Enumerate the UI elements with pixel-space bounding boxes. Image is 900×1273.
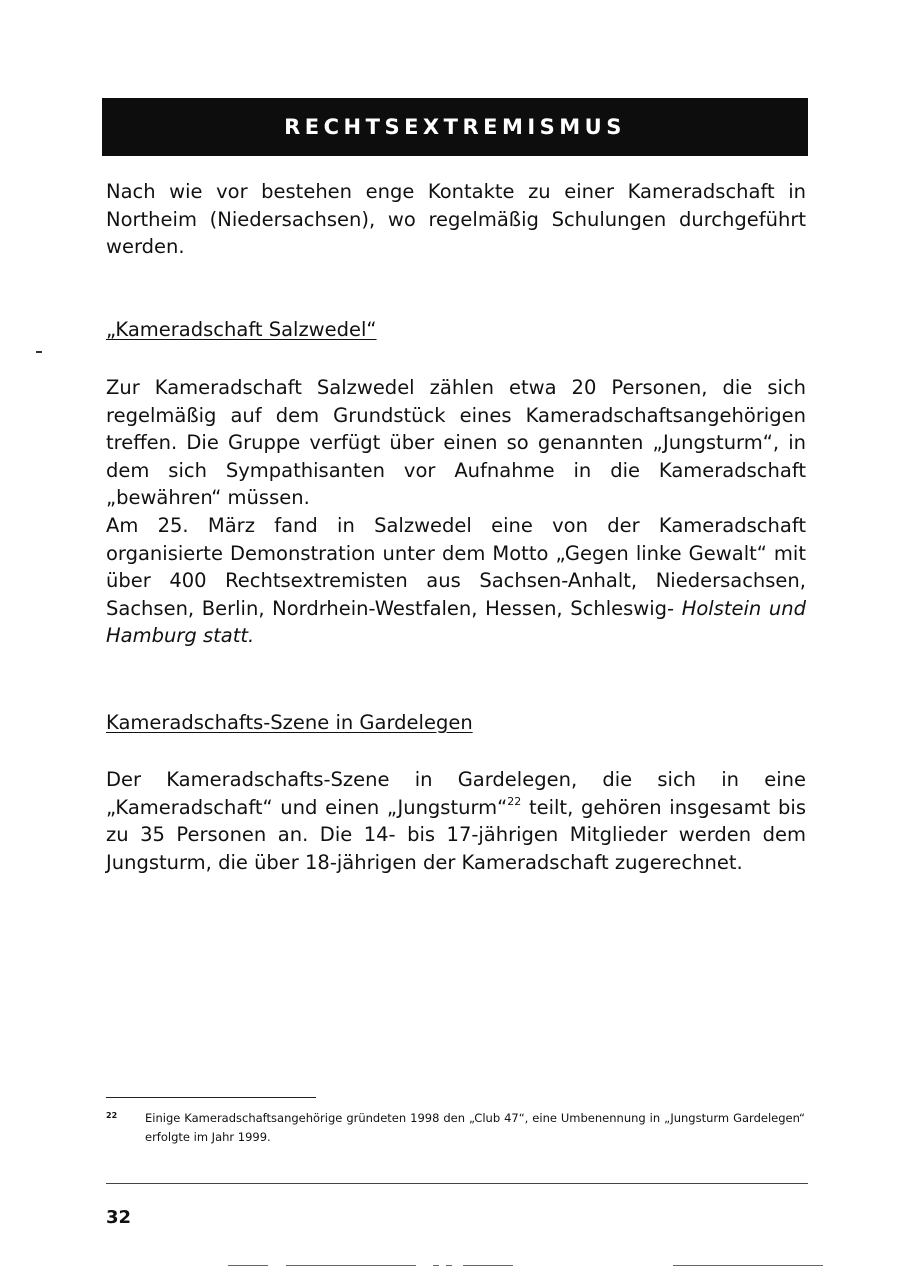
gardelegen-text-b: teilt, gehören insgesamt bis zu 35 Personen an. Die 14- bis 17-jährigen Mitglieder werden dem Jungsturm, die über 18-jährigen der Kameradschaft zugerechnet. [106,795,806,874]
gardelegen-paragraph [106,766,806,876]
salzwedel-paragraph-2-main: Am 25. März fand in Salzwedel eine von der Kameradschaft organisierte Demonstration unter dem Motto „Gegen linke Gewalt“ mit über 400 Rechtsextremisten aus Sachsen-Anhalt, Niedersachsen, Sachsen, Berlin, Nordrhein-Westfalen, Hessen, Schleswig- [106,514,806,620]
salzwedel-paragraph-2 [106,512,806,650]
page-bottom-rule [106,1183,808,1184]
gardelegen-text-a: Der Kameradschafts-Szene in Gardelegen, die sich in eine „Kameradschaft“ und einen „Jungsturm“ [106,768,806,819]
scan-edge-marks [228,1265,828,1267]
footnote-separator [106,1097,316,1098]
footnote-number: 22 [106,1111,118,1120]
section-title: RECHTSEXTREMISMUS [284,115,626,139]
heading-salzwedel: „Kameradschaft Salzwedel“ [106,318,377,341]
page-number: 32 [106,1207,132,1228]
footnote-text: Einige Kameradschaftsangehörige gründeten 1998 den „Club 47“, eine Umbenennung in „Jungsturm Gardelegen“ erfolgte im Jahr 1999. [145,1111,805,1144]
heading-gardelegen: Kameradschafts-Szene in Gardelegen [106,711,473,734]
salzwedel-paragraph-1: Zur Kameradschaft Salzwedel zählen etwa 20 Personen, die sich regelmäßig auf dem Grundstück eines Kameradschaftsangehörigen treffen. Die Gruppe verfügt über einen so genannten „Jungsturm“, in dem sich Sympathisanten vor Aufnahme in die Kameradschaft „bewähren“ müssen. [106,376,806,509]
section-header [102,98,808,156]
margin-mark [36,351,42,353]
intro-paragraph: Nach wie vor bestehen enge Kontakte zu einer Kameradschaft in Northeim (Niedersachsen), wo regelmäßig Schulungen durchgeführt werden. [106,180,806,258]
salzwedel-paragraph-2-italic: Holstein und Hamburg statt. [106,596,807,647]
footnote-reference[interactable]: 22 [507,794,522,808]
